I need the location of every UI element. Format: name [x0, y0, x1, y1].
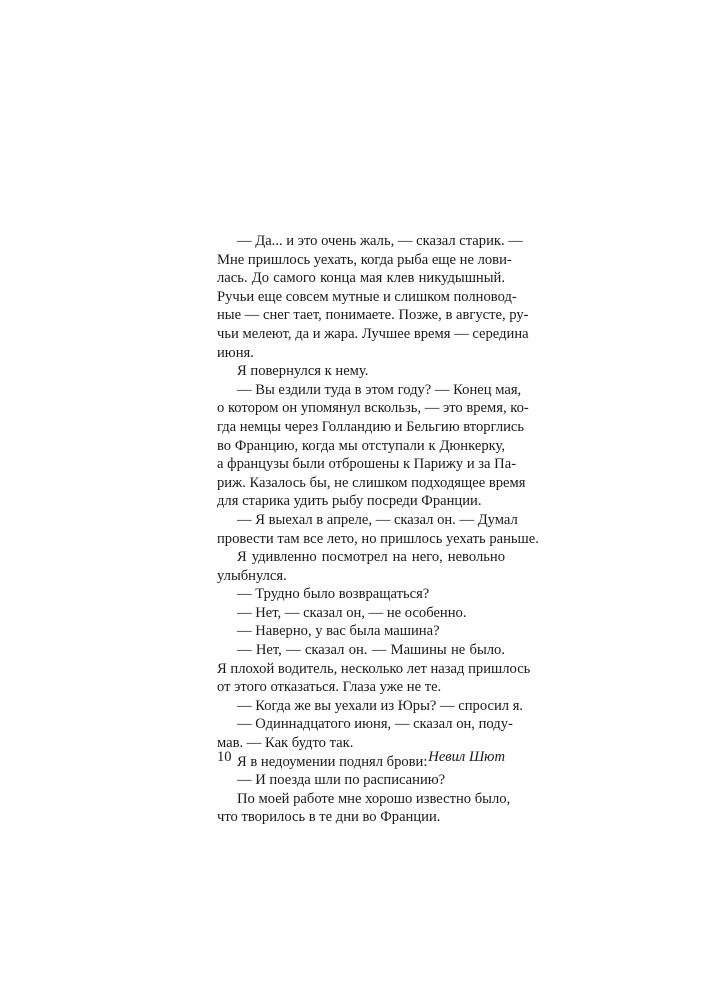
- text-line: — Да... и это очень жаль, — сказал старик. —: [237, 233, 523, 249]
- text-line: июня.: [217, 344, 254, 361]
- text-line: во Францию, когда мы отступали к Дюнкерку,: [217, 437, 505, 454]
- text-line: Я удивленно посмотрел на него, невольно: [237, 549, 505, 566]
- text-line: — Вы ездили туда в этом году? — Конец мая,: [237, 381, 522, 398]
- text-line: для старика удить рыбу посреди Франции.: [217, 493, 482, 510]
- text-line: риж. Казалось бы, не слишком подходящее время: [217, 474, 526, 491]
- text-line: мав. — Как будто так.: [217, 735, 354, 752]
- text-line: улыбнулся.: [217, 567, 287, 584]
- text-line: от этого отказаться. Глаза уже не те.: [217, 679, 442, 696]
- text-line: Мне пришлось уехать, когда рыба еще не лови-: [217, 251, 512, 268]
- text-line: ные — снег тает, понимаете. Позже, в августе, ру-: [217, 307, 529, 324]
- text-line: — Нет, — сказал он. — Машины не было.: [237, 642, 505, 659]
- running-author: Невил Шют: [428, 749, 505, 765]
- text-line: провести там все лето, но пришлось уехать раньше.: [217, 530, 539, 547]
- text-line: Я повернулся к нему.: [237, 363, 369, 380]
- body-text: [217, 232, 539, 827]
- text-line: По моей работе мне хорошо известно было,: [237, 790, 511, 807]
- text-line: — И поезда шли по расписанию?: [237, 772, 446, 789]
- text-line: Ручьи еще совсем мутные и слишком полновод-: [217, 288, 517, 305]
- text-line: а французы были отброшены к Парижу и за Па-: [217, 456, 517, 473]
- text-line: — Я выехал в апреле, — сказал он. — Думал: [237, 511, 518, 528]
- page-number: 10: [217, 749, 232, 765]
- text-line: чьи мелеют, да и жара. Лучшее время — середина: [217, 325, 529, 342]
- text-line: — Трудно было возвращаться?: [237, 586, 430, 603]
- text-line: — Нет, — сказал он, — не особенно.: [237, 604, 467, 621]
- text-line: — Когда же вы уехали из Юры? — спросил я.: [237, 697, 524, 714]
- text-line: гда немцы через Голландию и Бельгию вторглись: [217, 418, 525, 435]
- text-line: что творилось в те дни во Франции.: [217, 809, 441, 826]
- text-line: — Одиннадцатого июня, — сказал он, поду-: [237, 716, 513, 733]
- text-line: Я в недоумении поднял брови:: [237, 753, 428, 770]
- text-line: о котором он упомянул вскользь, — это время, ко-: [217, 400, 529, 417]
- page-footer: [217, 749, 505, 769]
- text-line: Я плохой водитель, несколько лет назад пришлось: [217, 660, 531, 677]
- text-line: — Наверно, у вас была машина?: [237, 623, 440, 640]
- text-line: лась. До самого конца мая клев никудышный.: [217, 270, 505, 287]
